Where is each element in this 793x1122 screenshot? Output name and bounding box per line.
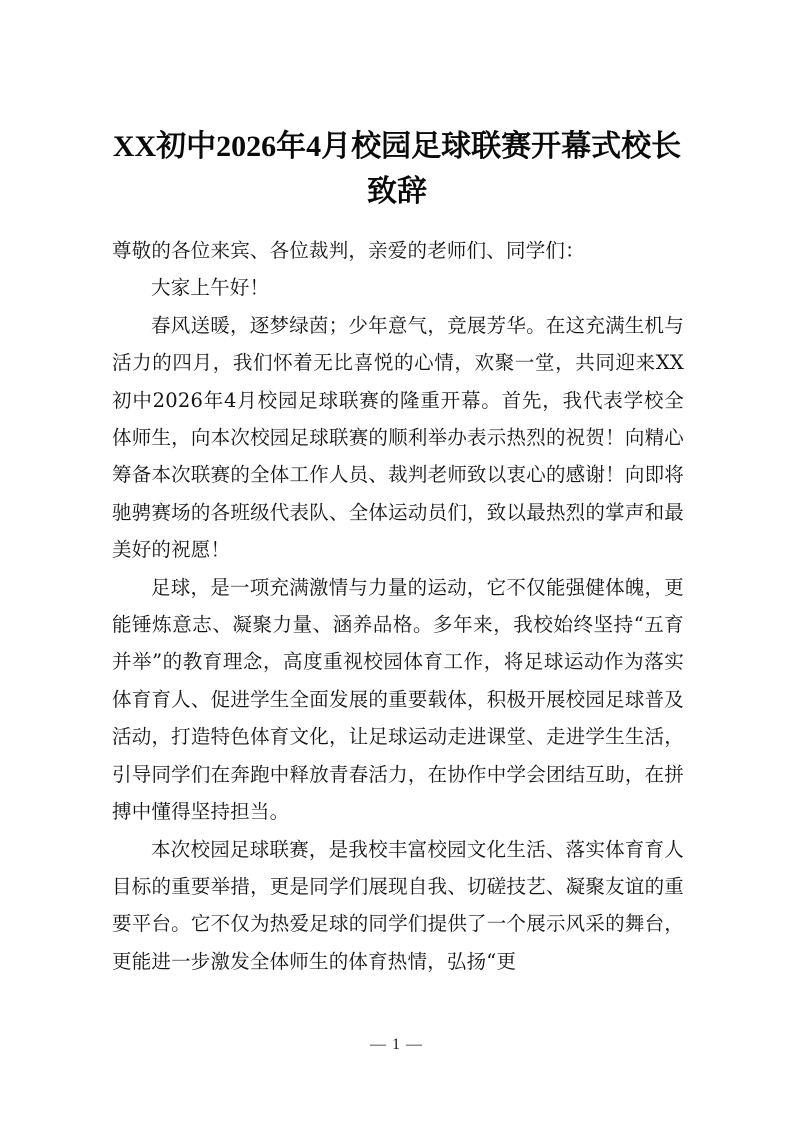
body-paragraph-3: 本次校园足球联赛，是我校丰富校园文化生活、落实体育育人目标的重要举措，更是同学们展现自我、切磋技艺、凝聚友谊的重要平台。它不仅为热爱足球的同学们提供了一个展示风采的舞台，更能进一步激发全体师生的体育热情，弘扬“更 bbox=[112, 837, 684, 973]
page-title: XX初中2026年4月校园足球联赛开幕式校长致辞 bbox=[112, 130, 682, 209]
body-paragraph-2: 足球，是一项充满激情与力量的运动，它不仅能强健体魄，更能锤炼意志、凝聚力量、涵养品格。多年来，我校始终坚持“五育并举”的教育理念，高度重视校园体育工作，将足球运动作为落实体育育人、促进学生全面发展的重要载体，积极开展校园足球普及活动，打造特色体育文化，让足球运动走进课堂、走进学生生活，引导同学们在奔跑中释放青春活力，在协作中学会团结互助，在拼搏中懂得坚持担当。 bbox=[112, 575, 684, 824]
salutation-line: 尊敬的各位来宾、各位裁判，亲爱的老师们、同学们： bbox=[112, 239, 585, 262]
greeting-line: 大家上午好！ bbox=[151, 276, 270, 300]
page-number-footer: — 1 — bbox=[370, 1036, 423, 1053]
body-paragraph-1: 春风送暖，逐梦绿茵；少年意气，竞展芳华。在这充满生机与活力的四月，我们怀着无比喜悦的心情，欢聚一堂，共同迎来XX初中2026年4月校园足球联赛的隆重开幕。首先，我代表学校全体师生，向本次校园足球联赛的顺利举办表示热烈的祝贺！向精心筹备本次联赛的全体工作人员、裁判老师致以衷心的感谢！向即将驰骋赛场的各班级代表队、全体运动员们，致以最热烈的掌声和最美好的祝愿！ bbox=[112, 313, 684, 562]
document-body bbox=[112, 232, 684, 980]
